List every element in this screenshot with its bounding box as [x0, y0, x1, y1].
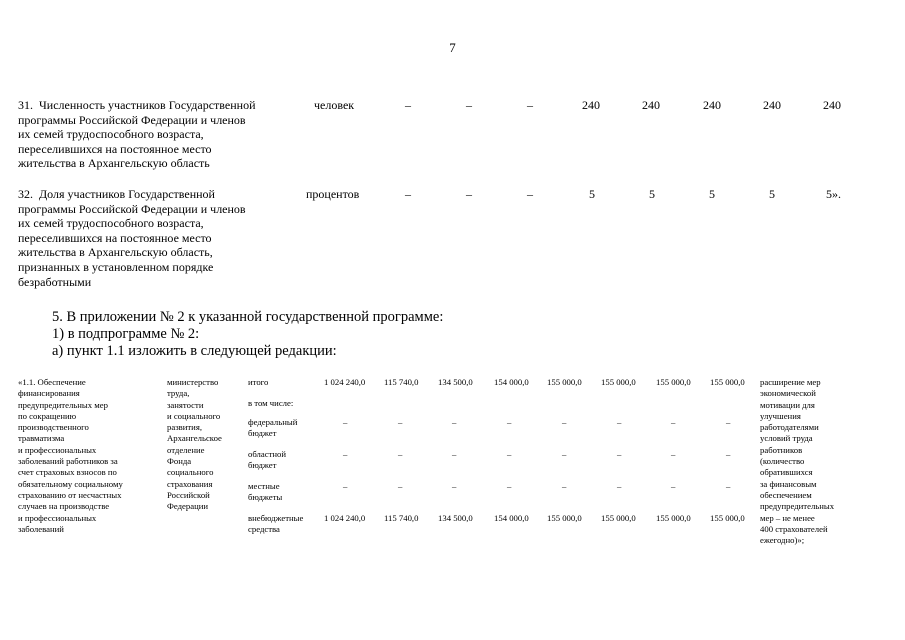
- amendment-paragraph: 5. В приложении № 2 к указанной государственной программе:: [52, 309, 444, 325]
- indicator-value: –: [466, 187, 472, 201]
- indicator-value: –: [527, 187, 533, 201]
- funding-value: 155 000,0: [547, 377, 582, 387]
- indicator-value: 240: [703, 98, 721, 112]
- indicator-value: 5».: [826, 187, 841, 201]
- source-label: в том числе:: [248, 398, 294, 408]
- expected-result: расширение мер экономической мотивации для улучшения работодателями условий труда работников (количество обратившихся за финансовым обеспечением предупредительных мер – не менее 400 страхователей ежегодно)»;: [760, 377, 835, 546]
- amendment-paragraph: а) пункт 1.1 изложить в следующей редакции:: [52, 343, 337, 359]
- indicator-value: 5: [709, 187, 715, 201]
- indicator-value: –: [405, 187, 411, 201]
- funding-value: –: [507, 417, 512, 427]
- measure-description: «1.1. Обеспечение финансирования предупредительных мер по сокращению производственного травматизма и профессиональных заболеваний работников за счет страховых взносов по обязательному социальному страхованию от несчастных случаев на производстве и профессиональных заболеваний: [18, 377, 123, 534]
- funding-value: –: [726, 449, 731, 459]
- funding-value: –: [398, 449, 403, 459]
- indicator-unit: процентов: [306, 187, 360, 201]
- funding-value: –: [452, 449, 457, 459]
- funding-value: 134 500,0: [438, 513, 473, 523]
- funding-value: –: [507, 449, 512, 459]
- indicator-description: 31. Численность участников Государственной программы Российской Федерации и членов их семей трудоспособного возраста, переселившихся на постоянное место жительства в Архангельскую область: [18, 98, 256, 171]
- funding-value: –: [562, 449, 567, 459]
- funding-value: 155 000,0: [547, 513, 582, 523]
- indicator-value: 5: [769, 187, 775, 201]
- funding-value: –: [398, 481, 403, 491]
- funding-value: –: [398, 417, 403, 427]
- funding-value: 155 000,0: [601, 513, 636, 523]
- source-label: местные бюджеты: [248, 481, 283, 503]
- funding-value: –: [726, 417, 731, 427]
- source-label: итого: [248, 377, 269, 387]
- indicator-unit: человек: [314, 98, 355, 112]
- funding-value: –: [343, 481, 348, 491]
- funding-value: 1 024 240,0: [324, 377, 366, 387]
- indicator-value: –: [527, 98, 533, 112]
- funding-value: –: [617, 417, 622, 427]
- indicator-value: 5: [649, 187, 655, 201]
- funding-value: 155 000,0: [710, 513, 745, 523]
- indicator-value: 240: [642, 98, 660, 112]
- source-label: федеральный бюджет: [248, 417, 298, 439]
- funding-value: 155 000,0: [710, 377, 745, 387]
- funding-value: –: [507, 481, 512, 491]
- funding-value: –: [452, 417, 457, 427]
- funding-value: –: [671, 449, 676, 459]
- funding-value: –: [562, 417, 567, 427]
- amendment-paragraph: 1) в подпрограмме № 2:: [52, 326, 200, 342]
- funding-value: –: [452, 481, 457, 491]
- funding-value: –: [671, 417, 676, 427]
- indicator-value: 5: [589, 187, 595, 201]
- indicator-value: 240: [582, 98, 600, 112]
- funding-value: –: [562, 481, 567, 491]
- funding-value: 1 024 240,0: [324, 513, 366, 523]
- indicator-value: 240: [823, 98, 841, 112]
- funding-value: 134 500,0: [438, 377, 473, 387]
- funding-value: 154 000,0: [494, 377, 529, 387]
- source-label: внебюджетные средства: [248, 513, 304, 535]
- executor-description: министерство труда, занятости и социального развития, Архангельское отделение Фонда социального страхования Российской Федерации: [167, 377, 222, 512]
- funding-value: –: [343, 449, 348, 459]
- page-number: 7: [449, 40, 456, 55]
- funding-value: 155 000,0: [656, 513, 691, 523]
- indicator-value: –: [466, 98, 472, 112]
- funding-value: –: [671, 481, 676, 491]
- funding-value: 155 000,0: [656, 377, 691, 387]
- funding-value: –: [617, 481, 622, 491]
- indicator-description: 32. Доля участников Государственной программы Российской Федерации и членов их семей трудоспособного возраста, переселившихся на постоянное место жительства в Архангельскую область, признанных в установленном порядке безработными: [18, 187, 246, 289]
- funding-value: –: [726, 481, 731, 491]
- indicator-value: 240: [763, 98, 781, 112]
- indicator-value: –: [405, 98, 411, 112]
- funding-value: –: [617, 449, 622, 459]
- funding-value: 154 000,0: [494, 513, 529, 523]
- funding-value: –: [343, 417, 348, 427]
- source-label: областной бюджет: [248, 449, 287, 471]
- funding-value: 115 740,0: [384, 513, 419, 523]
- funding-value: 155 000,0: [601, 377, 636, 387]
- funding-value: 115 740,0: [384, 377, 419, 387]
